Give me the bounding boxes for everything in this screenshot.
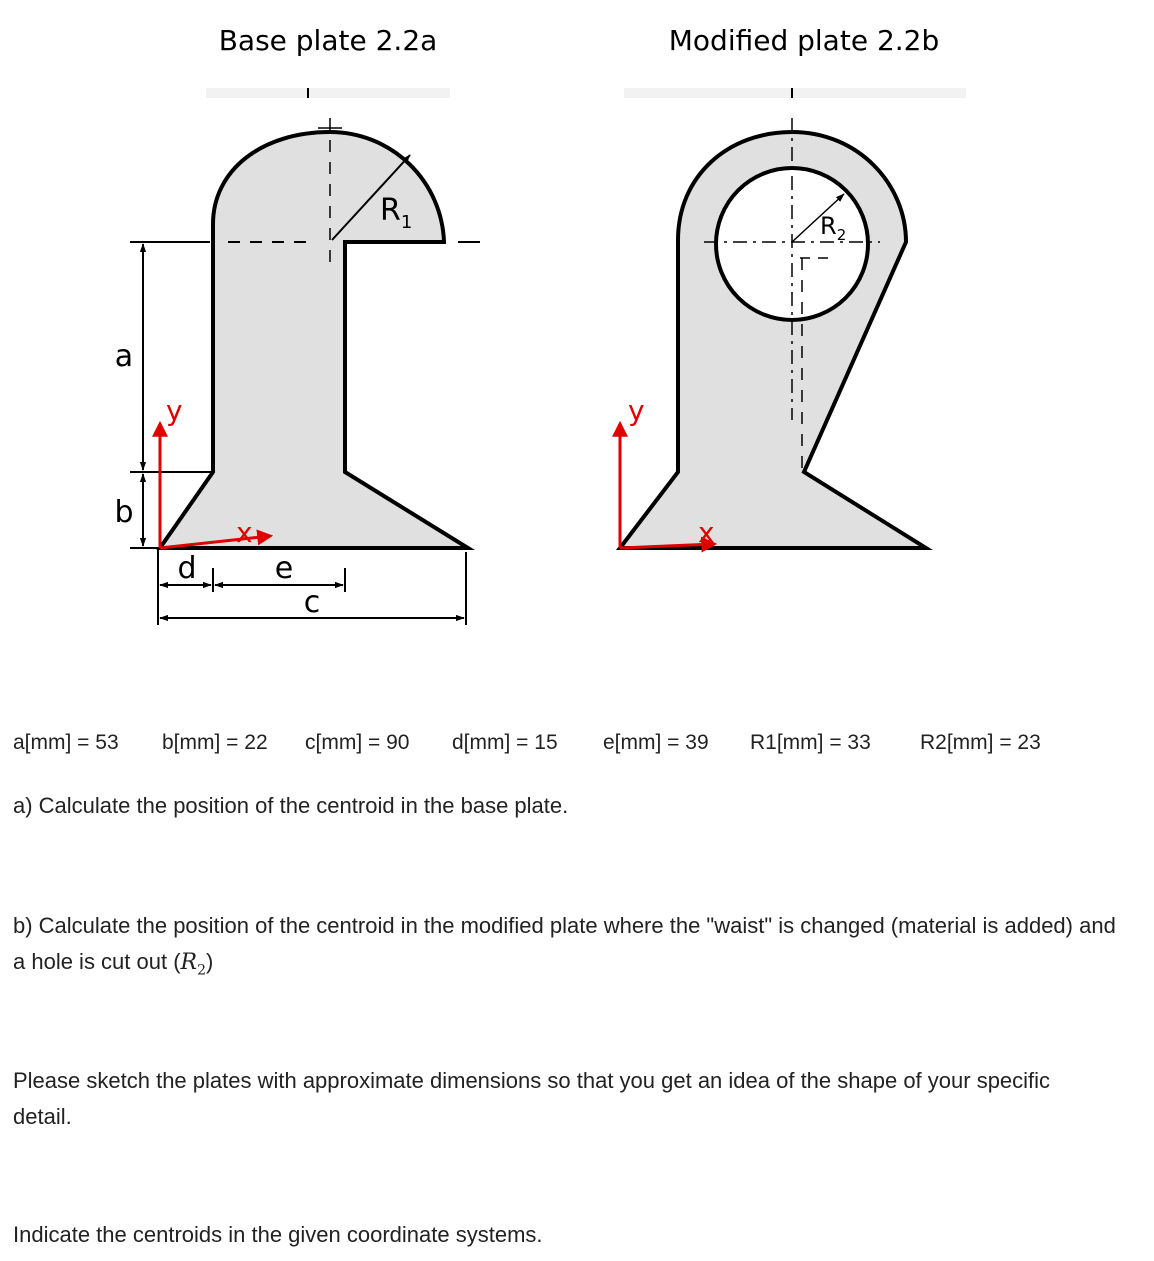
label-c: c (303, 585, 321, 620)
indicate-instruction: Indicate the centroids in the given coordinate systems. (13, 1222, 543, 1247)
y-axis-label: y (628, 394, 645, 427)
param-r2: R2[mm] = 23 (920, 731, 1041, 754)
label-a: a (114, 339, 134, 374)
parameter-row (0, 731, 1154, 763)
param-a: a[mm] = 53 (13, 731, 119, 754)
param-e: e[mm] = 39 (603, 731, 709, 754)
label-b: b (114, 495, 134, 530)
param-b: b[mm] = 22 (162, 731, 268, 754)
scan-artifact (206, 88, 450, 98)
question-b-end: ) (206, 949, 214, 974)
modified-plate-title: Modified plate 2.2b (668, 24, 940, 57)
scan-artifact (624, 88, 966, 98)
question-a: a) Calculate the position of the centroid in the base plate. (13, 793, 569, 818)
x-axis-label: x (236, 516, 253, 549)
modified-plate (620, 118, 926, 549)
modified-plate-shape (620, 132, 926, 548)
base-plate (114, 118, 480, 625)
param-c: c[mm] = 90 (305, 731, 410, 754)
param-r1: R1[mm] = 33 (750, 731, 871, 754)
question-b (13, 908, 1123, 988)
label-d: d (177, 551, 197, 586)
r2-symbol: $R_2$ (180, 950, 207, 979)
r1-label: $R_1$ (380, 193, 413, 233)
r2-label: $R_2$ (820, 212, 847, 244)
base-plate-title: Base plate 2.2a (218, 24, 438, 57)
x-axis-label: x (698, 516, 715, 549)
label-e: e (274, 551, 294, 586)
question-b-text: b) Calculate the position of the centroid in the modified plate where the "waist" is changed (material is added) and a hole is cut out ( (13, 913, 1116, 974)
y-axis-label: y (166, 394, 183, 427)
sketch-instruction: Please sketch the plates with approximate dimensions so that you get an idea of the shape of your specific detail. (13, 1068, 1051, 1129)
base-plate-shape (160, 132, 468, 548)
param-d: d[mm] = 15 (452, 731, 558, 754)
